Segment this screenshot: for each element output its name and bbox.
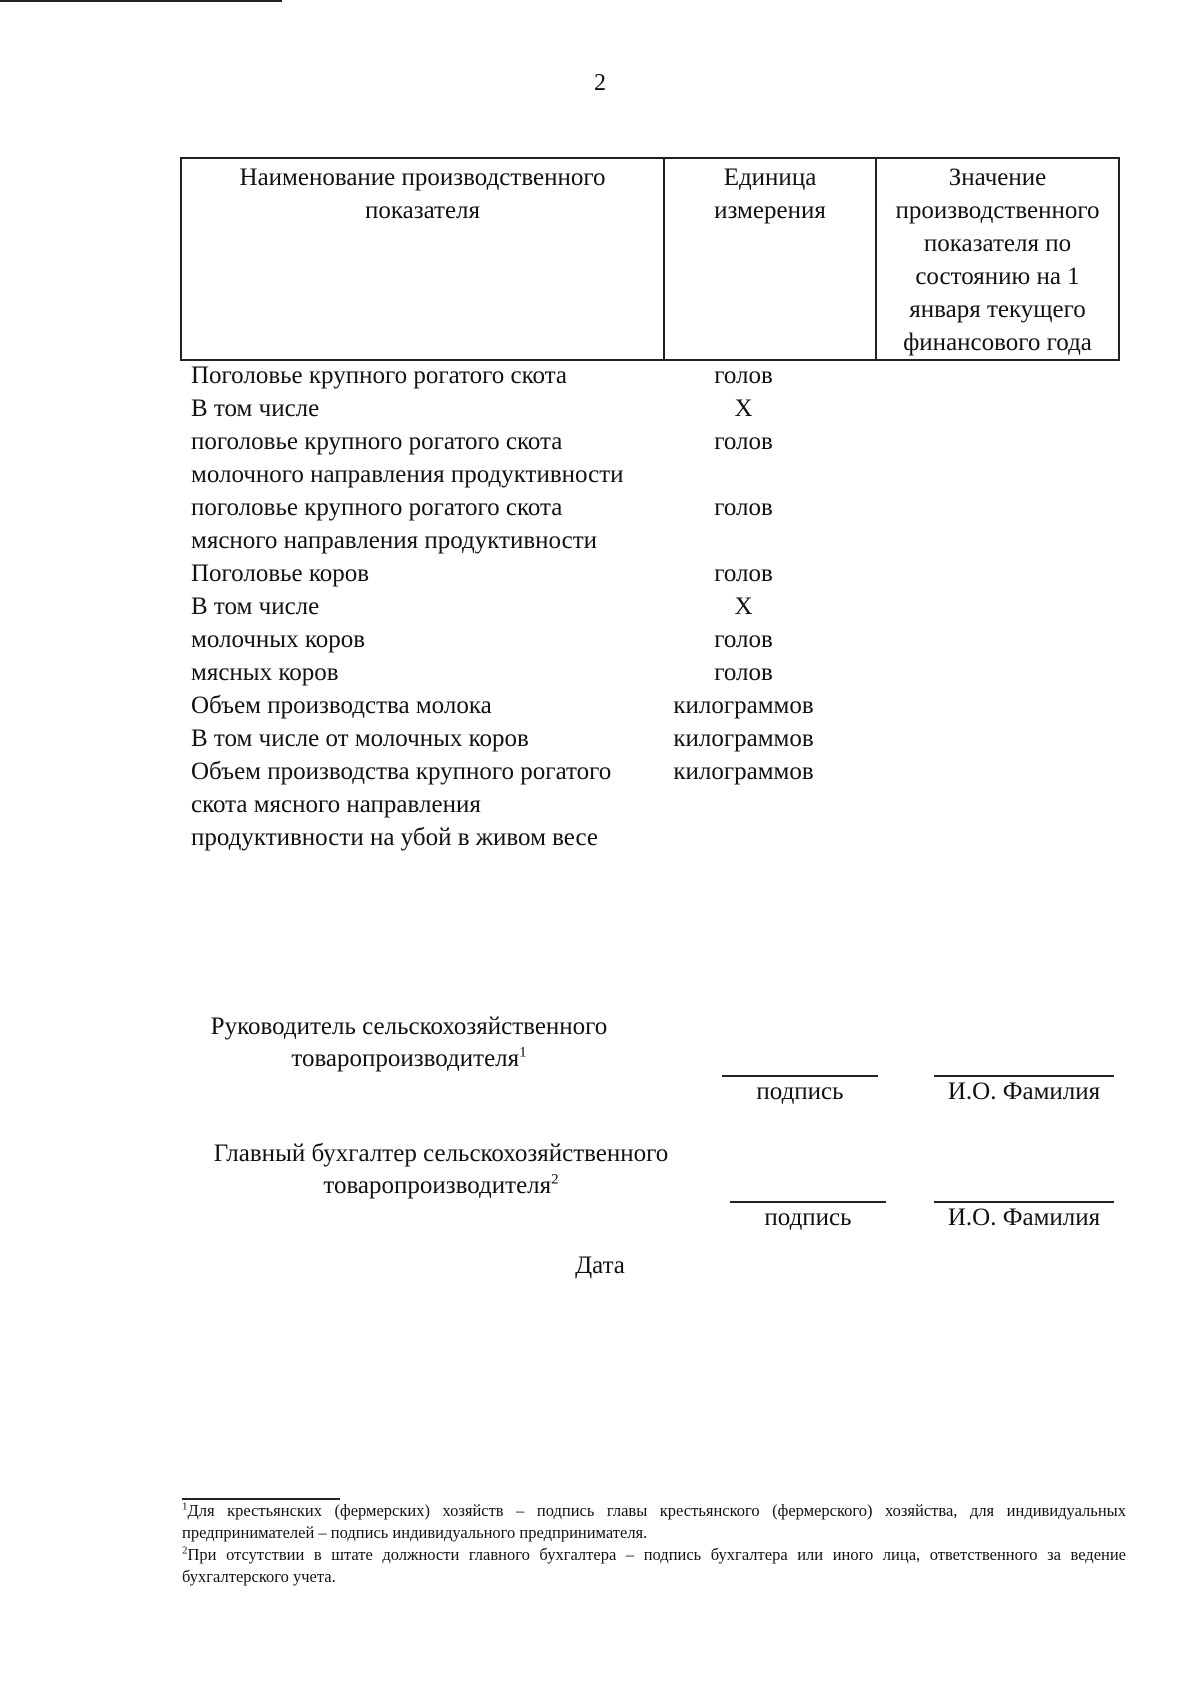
accountant-signature-label: подпись <box>764 1204 852 1231</box>
indicator-value <box>848 491 1111 557</box>
indicator-name: Объем производства молока <box>191 692 492 719</box>
table-row <box>191 557 1111 590</box>
indicator-unit: голов <box>714 428 773 455</box>
accountant-title-line2 <box>182 1170 700 1202</box>
table-row <box>191 425 1111 491</box>
table-row <box>191 392 1111 425</box>
indicator-value <box>848 590 1111 623</box>
indicator-name: Поголовье коров <box>191 560 370 587</box>
footnote-2-mark: 2 <box>182 1544 188 1557</box>
indicator-unit: голов <box>714 362 773 389</box>
accountant-name-label: И.О. Фамилия <box>947 1204 1101 1231</box>
table-row <box>191 755 1111 854</box>
indicator-value <box>848 623 1111 656</box>
table-row <box>191 491 1111 557</box>
accountant-title-line2-text: товаропроизводителя <box>323 1172 552 1199</box>
indicator-value <box>848 392 1111 425</box>
head-footnote-mark: 1 <box>519 1044 527 1061</box>
accountant-title <box>182 1138 700 1202</box>
indicator-value <box>848 425 1111 491</box>
head-signature-label: подпись <box>756 1078 844 1105</box>
indicator-unit: килограммов <box>673 725 814 752</box>
date-label: Дата <box>575 1252 625 1279</box>
indicator-value <box>848 755 1111 854</box>
page-number: 2 <box>594 70 606 96</box>
indicator-name: Поголовье крупного рогатого скота <box>191 362 567 389</box>
indicator-value <box>848 557 1111 590</box>
indicator-name: В том числе от молочных коров <box>191 725 529 752</box>
indicator-name: В том числе <box>191 593 320 620</box>
accountant-title-line1: Главный бухгалтер сельскохозяйственного <box>213 1140 669 1167</box>
table-row <box>191 722 1111 755</box>
footnote-1 <box>182 1500 1126 1544</box>
indicator-value <box>848 722 1111 755</box>
indicator-name: В том числе <box>191 395 320 422</box>
scan-edge-line <box>0 0 282 2</box>
indicator-name: поголовье крупного рогатого скота молочного направления продуктивности <box>191 428 624 488</box>
head-title-line1: Руководитель сельскохозяйственного <box>210 1013 608 1040</box>
head-name-label: И.О. Фамилия <box>947 1078 1101 1105</box>
indicator-name: поголовье крупного рогатого скота мясного направления продуктивности <box>191 494 598 554</box>
head-title <box>182 1011 636 1075</box>
indicator-unit: Х <box>734 395 753 422</box>
indicator-value <box>848 689 1111 722</box>
header-indicator-name: Наименование производственного показателя <box>181 158 664 360</box>
indicator-unit: голов <box>714 560 773 587</box>
indicator-unit: голов <box>714 494 773 521</box>
indicator-name: Объем производства крупного рогатого скота мясного направления продуктивности на убой в живом весе <box>191 758 612 851</box>
table-row <box>191 656 1111 689</box>
indicator-rows <box>191 359 1111 854</box>
indicator-value <box>848 359 1111 392</box>
indicator-table-header <box>180 157 1120 361</box>
table-row <box>191 689 1111 722</box>
indicator-name: молочных коров <box>191 626 365 653</box>
indicator-value <box>848 656 1111 689</box>
footnote-2 <box>182 1544 1126 1588</box>
head-title-line2-text: товаропроизводителя <box>291 1045 520 1072</box>
footnote-2-text: При отсутствии в штате должности главного бухгалтера – подпись бухгалтера или иного лица, ответственного за ведение бухгалтерского учета. <box>182 1545 1126 1586</box>
indicator-unit: килограммов <box>673 692 814 719</box>
indicator-unit: килограммов <box>673 758 814 785</box>
footnotes <box>182 1500 1126 1588</box>
footnote-1-mark: 1 <box>182 1500 188 1513</box>
footnote-1-text: Для крестьянских (фермерских) хозяйств – подпись главы крестьянского (фермерского) хозяйства, для индивидуальных предпринимателей – подпись индивидуального предпринимателя. <box>182 1501 1126 1542</box>
header-value: Значение производственного показателя по состоянию на 1 января текущего финансового года <box>876 158 1119 360</box>
header-unit: Единица измерения <box>664 158 876 360</box>
indicator-unit: Х <box>734 593 753 620</box>
indicator-unit: голов <box>714 626 773 653</box>
table-row <box>191 359 1111 392</box>
indicator-unit: голов <box>714 659 773 686</box>
table-row <box>191 623 1111 656</box>
indicator-name: мясных коров <box>191 659 339 686</box>
accountant-footnote-mark: 2 <box>551 1171 559 1188</box>
head-title-line2 <box>182 1043 636 1075</box>
table-row <box>191 590 1111 623</box>
